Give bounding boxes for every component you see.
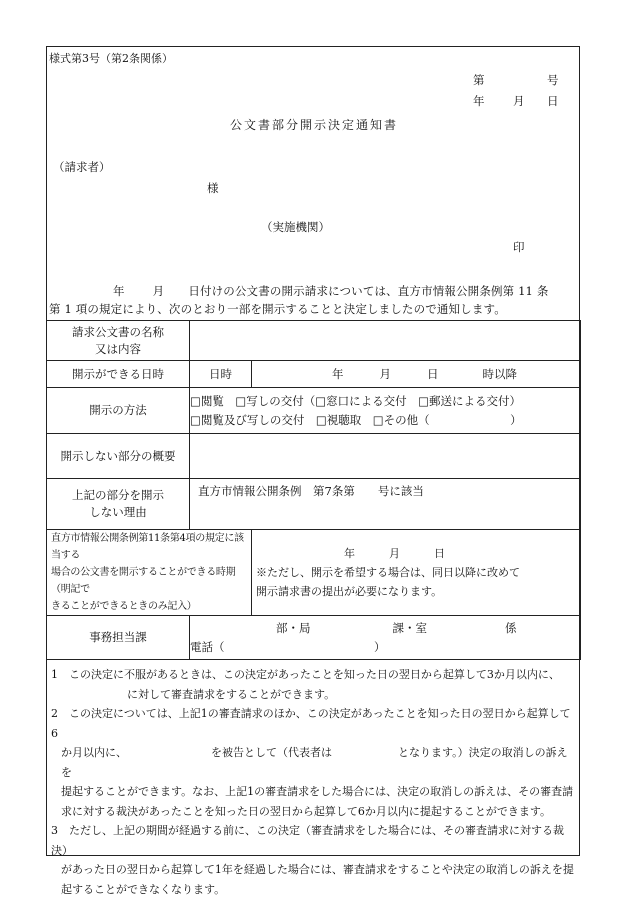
- number-suffix: 号: [547, 73, 559, 87]
- note-2-line-2: [47, 743, 581, 782]
- decision-table: [46, 320, 581, 660]
- requested-document-value[interactable]: [190, 321, 581, 361]
- period-label-1: 直方市情報公開条例第11条第4項の規定に該当する: [51, 533, 244, 561]
- method-options-line-1[interactable]: □閲覧 □写しの交付（□窓口による交付 □郵送による交付）: [190, 393, 521, 408]
- row-disclosure-method: [47, 388, 581, 434]
- period-label-3: きることができるときのみ記入）: [51, 601, 197, 612]
- agency-label: （実施機関）: [261, 220, 330, 234]
- intro-line-1: [113, 283, 548, 299]
- note-2-line-1: 2 この決定については、上記1の審査請求のほか、この決定があったことを知った日の翌日から起算して6: [51, 707, 571, 740]
- reason-label-2: しない理由: [89, 505, 147, 519]
- disclosure-method-label: 開示の方法: [47, 388, 190, 434]
- nondisclosure-reason-label: [47, 479, 190, 530]
- note-3-line-2: があった日の翌日から起算して1年を経過した場合には、審査請求をすることや決定の取消しの訴えを提: [61, 863, 574, 876]
- requested-document-label-1: 請求公文書の名称: [72, 324, 164, 339]
- note-2-line-2-c: となります。）決定の取消しの訴えを: [61, 746, 568, 779]
- period-day: 日: [434, 547, 445, 560]
- date-year: 年: [332, 367, 344, 381]
- disclosure-date-label: 開示ができる日時: [47, 361, 190, 388]
- contact-section: 課・室: [392, 620, 427, 635]
- row-nondisclosed-summary: [47, 434, 581, 479]
- requested-document-label: [47, 321, 190, 361]
- row-nondisclosure-reason: [47, 479, 581, 530]
- note-3-line-3: 起することができなくなります。: [61, 882, 226, 896]
- disclosure-method-options[interactable]: [190, 388, 581, 434]
- row-disclosure-date: [47, 361, 581, 388]
- date-day: 日: [427, 367, 439, 381]
- contact-org-line: [190, 619, 576, 638]
- disclosure-date-value[interactable]: [252, 361, 581, 388]
- note-3-line-1: 3 ただし、上記の期間が経過する前に、この決定（審査請求をした場合には、その審査請求に対する裁決）: [51, 824, 564, 857]
- number-prefix: 第: [473, 73, 485, 87]
- contact-phone[interactable]: 電話（ ）: [190, 639, 386, 654]
- contact-dept: 部・局: [276, 620, 311, 635]
- intro-line1-text: 日付けの公文書の開示請求については、直方市情報公開条例第 11 条: [188, 284, 549, 298]
- date-after: 時以降: [482, 367, 517, 381]
- row-requested-document: [47, 321, 581, 361]
- seal-mark: 印: [513, 240, 525, 254]
- note-2-line-4: 求に対する裁決があったことを知った日の翌日から起算して6か月以内に提起することができます。: [61, 804, 552, 818]
- issue-month-label: 月: [513, 94, 525, 108]
- note-2-line-2-b: を被告として（代表者は: [211, 746, 332, 759]
- notes-section: [47, 665, 581, 899]
- nondisclosed-summary-value[interactable]: [190, 434, 581, 479]
- row-contact: [47, 616, 581, 660]
- issue-year-label: 年: [473, 94, 485, 108]
- contact-label: 事務担当課: [47, 616, 190, 660]
- date-month: 月: [379, 367, 391, 381]
- note-2-line-2-a: か月以内に、: [61, 746, 127, 759]
- document-title: 公文書部分開示決定通知書: [229, 118, 398, 132]
- reason-label-1: 上記の部分を開示: [72, 488, 164, 502]
- period-note-1: ※ただし、開示を希望する場合は、同日以降に改めて: [256, 566, 520, 579]
- requested-document-label-2: 又は内容: [95, 341, 141, 356]
- intro-line-2: 第 1 項の規定により、次のとおり一部を開示することと決定しましたので通知します。: [49, 302, 506, 316]
- note-1-line-1: 1 この決定に不服があるときは、この決定があったことを知った日の翌日から起算して3か月以内に、: [51, 668, 560, 681]
- issue-day-label: 日: [547, 94, 559, 108]
- period-note-2: 開示請求書の提出が必要になります。: [256, 585, 443, 598]
- notice-form: [46, 46, 580, 896]
- period-month: 月: [389, 547, 400, 560]
- form-number: 様式第3号（第2条関係）: [49, 52, 173, 65]
- period-date: [256, 544, 576, 563]
- nondisclosure-reason-value[interactable]: 直方市情報公開条例 第7条第 号に該当: [190, 479, 581, 530]
- row-disclosable-period: [47, 530, 581, 616]
- intro-year: 年: [113, 284, 125, 298]
- intro-month: 月: [152, 284, 165, 298]
- disclosable-period-label: [47, 530, 252, 616]
- requester-label: （請求者）: [53, 160, 111, 174]
- note-2-line-3: 提起することができます。なお、上記1の審査請求をした場合には、決定の取消しの訴えは、その審査請: [61, 785, 574, 798]
- honorific: 様: [207, 181, 219, 195]
- contact-value[interactable]: [190, 616, 581, 660]
- period-label-2: 場合の公文書を開示することができる時期（明記で: [51, 567, 236, 595]
- note-1-line-2: に対して審査請求をすることができます。: [127, 687, 336, 701]
- nondisclosed-summary-label: 開示しない部分の概要: [47, 434, 190, 479]
- disclosable-period-value[interactable]: [252, 530, 581, 616]
- contact-unit: 係: [505, 620, 517, 635]
- period-year: 年: [344, 547, 355, 560]
- method-options-line-2[interactable]: □閲覧及び写しの交付 □視聴取 □その他（ ）: [190, 412, 522, 427]
- disclosure-date-sub-label: 日時: [190, 361, 252, 388]
